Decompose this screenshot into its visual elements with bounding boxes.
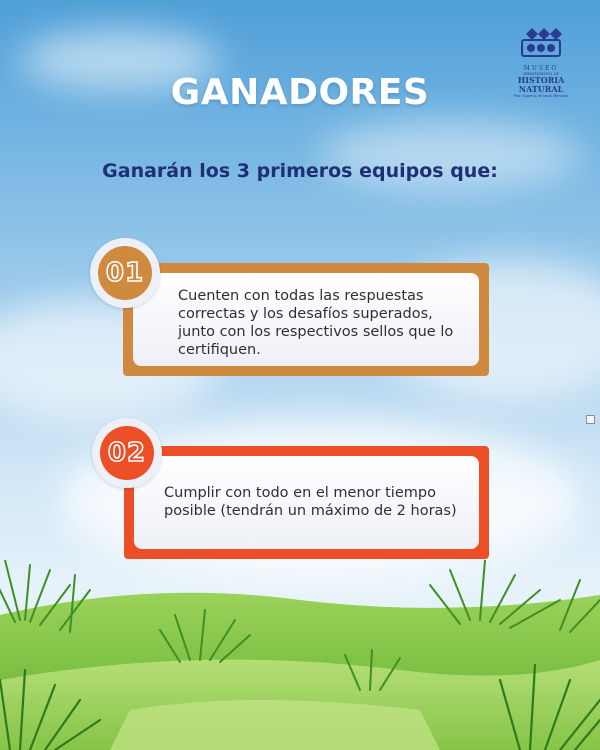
logo-subtitle: DEPARTAMENTAL DE — [523, 72, 559, 76]
rule-card-2 — [124, 446, 489, 559]
logo-natural: NATURAL — [518, 84, 564, 94]
rule-text-1: Cuenten con todas las respuestas correctas y los desafíos superados, junto con los respectivos sellos que lo certifiquen. — [178, 288, 454, 358]
rule-number-2: 02 — [107, 438, 147, 468]
rule-card-1 — [123, 263, 489, 376]
rule-number-badge-2 — [92, 418, 162, 488]
grass-field — [0, 560, 600, 750]
logo-museo-text: MUSEO — [523, 65, 559, 72]
rule-number-badge-1 — [90, 238, 160, 308]
resize-handle[interactable] — [586, 415, 595, 424]
museum-logo — [510, 26, 572, 106]
rule-number-1: 01 — [105, 258, 145, 288]
rule-text-2: Cumplir con todo en el menor tiempo posible (tendrán un máximo de 2 horas) — [164, 485, 457, 519]
museum-logo-icon — [518, 26, 564, 60]
logo-dedication: Prof. Eugenio de Jesús Marcano — [513, 94, 569, 98]
page-subtitle: Ganarán los 3 primeros equipos que: — [102, 160, 498, 182]
logo-historia: HISTORIA — [517, 75, 565, 85]
page-title: GANADORES — [170, 72, 430, 113]
